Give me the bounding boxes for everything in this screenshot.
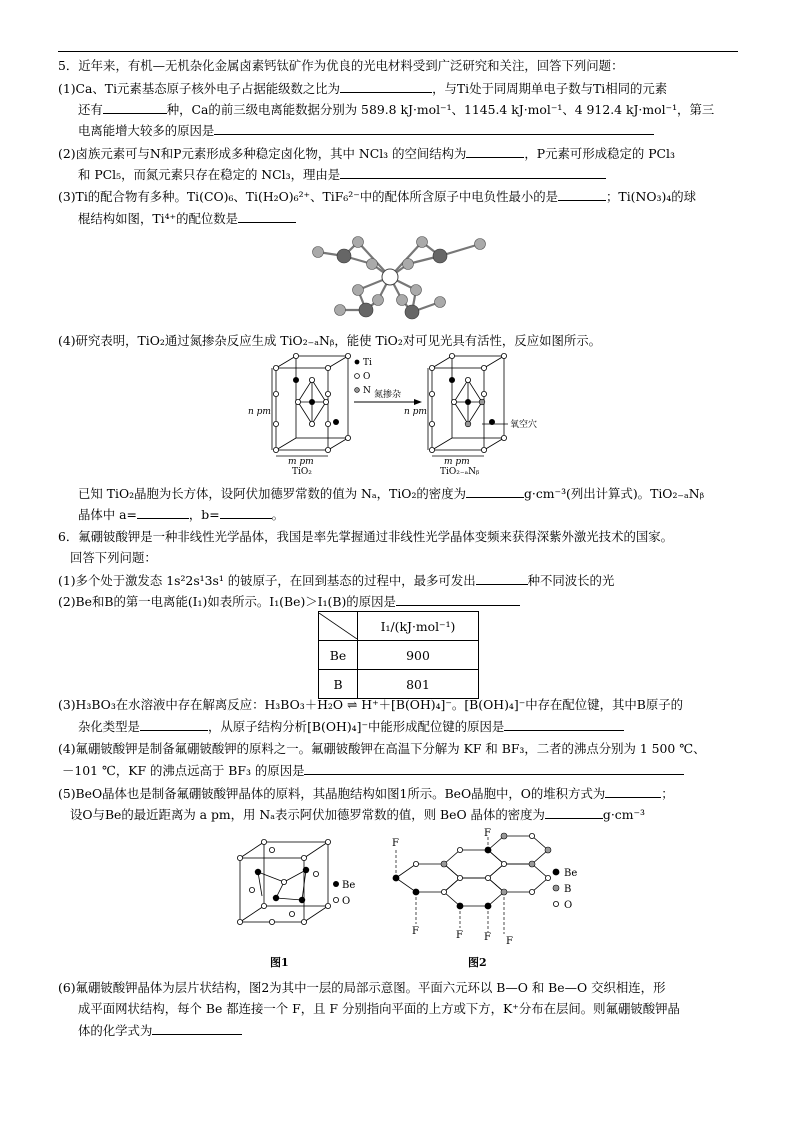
table-cell: B — [319, 670, 358, 699]
tio2-doping-figure — [246, 350, 546, 478]
table-cell: 900 — [358, 641, 479, 670]
diagonal-line — [319, 613, 357, 639]
answer-blank[interactable] — [466, 145, 524, 158]
right-m-label: m pm — [444, 457, 470, 467]
q5-p4b: 已知 TiO₂晶胞为长方体，设阿伏加德罗常数的值为 Nₐ，TiO₂的密度为 — [78, 486, 466, 501]
q5-p4c: g·cm⁻³(列出计算式)。TiO₂₋ₐNᵦ — [523, 486, 705, 501]
q6-p5b: ； — [661, 786, 674, 801]
q5-part4-line2 — [78, 485, 704, 502]
q5-p3c: 棍结构如图，Ti⁴⁺的配位数是 — [78, 211, 239, 226]
fig2-legend-b: B — [564, 884, 572, 895]
q6-intro-line2: 回答下列问题： — [70, 550, 157, 565]
beo-unit-cell-figure — [232, 836, 372, 972]
q5-p3a: (3)Ti的配合物有多种。Ti(CO)₆、Ti(H₂O)₆²⁺、TiF₆²⁻中的配体所含原子中电负性最小的是 — [58, 189, 559, 204]
q6-part6-line3 — [78, 1022, 242, 1039]
fig2-legend-o: O — [564, 900, 573, 911]
q6-part2 — [58, 593, 520, 610]
q5-p4d: 晶体中 a= — [78, 507, 137, 522]
vacancy-label: 氧空穴 — [510, 420, 538, 430]
q6-p2a: (2)Be和B的第一电离能(I₁)如表所示。I₁(Be)＞I₁(B)的原因是 — [58, 594, 396, 609]
legend-o: O — [363, 372, 371, 382]
answer-blank[interactable] — [304, 762, 684, 775]
q6-part4-line2 — [62, 762, 684, 779]
q5-p1b: ，与Ti处于同周期单电子数与Ti相同的元素 — [432, 81, 668, 96]
q6-p1b: 种不同波长的光 — [527, 573, 615, 588]
f-label: F — [412, 926, 419, 937]
answer-blank[interactable] — [140, 718, 208, 731]
table-row — [319, 641, 479, 670]
doping-arrow-label: 氮掺杂 — [374, 390, 402, 400]
legend-ti: Ti — [363, 358, 372, 368]
q6-part6-line2: 成平面网状结构，每个 Be 都连接一个 F，且 F 分别指向平面的上方或下方，K⁺分布在层间。则氟硼铍酸钾晶 — [78, 1001, 680, 1016]
q6-p5a: (5)BeO晶体也是制备氟硼铍酸钾晶体的原料，其晶胞结构如图1所示。BeO晶胞中，O的堆积方式为 — [58, 786, 606, 801]
q6-part1 — [58, 572, 614, 589]
q6-p4b: －101 ℃，KF 的沸点远高于 BF₃ 的原因是 — [62, 763, 305, 778]
answer-blank[interactable] — [214, 122, 654, 135]
q6-part5-line1 — [58, 785, 674, 802]
answer-blank[interactable] — [504, 718, 624, 731]
q5-p2a: (2)卤族元素可与N和P元素形成多种稳定卤化物，其中 NCl₃ 的空间结构为 — [58, 146, 467, 161]
q5-p2b: ，P元素可形成稳定的 PCl₃ — [524, 146, 675, 161]
q6-part4-line1: (4)氟硼铍酸钾是制备氟硼铍酸钾的原料之一。氟硼铍酸钾在高温下分解为 KF 和 BF₃，二者的沸点分别为 1 500 ℃、 — [58, 741, 706, 756]
answer-blank[interactable] — [558, 188, 606, 201]
answer-blank[interactable] — [340, 80, 432, 93]
q5-p3b: ；Ti(NO₃)₄的球 — [606, 189, 697, 204]
answer-blank[interactable] — [238, 210, 296, 223]
answer-blank[interactable] — [340, 166, 606, 179]
q6-p3c: ，从原子结构分析[B(OH)₄]⁻中能形成配位键的原因是 — [207, 719, 505, 734]
q6-p5c: 设O与Be的最近距离为 a pm，用 Nₐ表示阿伏加德罗常数的值，则 BeO 晶体的密度为 — [70, 807, 545, 822]
q5-intro: 5．近年来，有机—无机杂化金属卤素钙钛矿作为优良的光电材料受到广泛研究和关注，回答下列问题： — [58, 58, 624, 73]
q5-part1-line2 — [78, 101, 714, 118]
q6-p5d: g·cm⁻³ — [602, 807, 645, 822]
f-label: F — [506, 936, 513, 947]
fig2-caption: 图2 — [468, 956, 487, 969]
header-rule — [58, 51, 738, 52]
q6-intro-line1: 6．氟硼铍酸钾是一种非线性光学晶体，我国是率先掌握通过非线性光学晶体变频来获得深紫外激光技术的国家。 — [58, 529, 674, 544]
fig1-legend-be: Be — [342, 880, 356, 891]
f-label: F — [392, 838, 399, 849]
q5-part2-line2 — [78, 166, 606, 183]
table-cell: Be — [319, 641, 358, 670]
ionization-energy-table — [318, 611, 479, 699]
layer-structure-figure — [372, 828, 612, 972]
table-row — [319, 670, 479, 699]
q5-p1e: 电离能增大较多的原因是 — [78, 123, 215, 138]
ti-nitrate-ball-stick-figure — [300, 232, 500, 320]
q5-part1-line1 — [58, 80, 667, 97]
answer-blank[interactable] — [137, 506, 189, 519]
left-m-label: m pm — [288, 457, 314, 467]
answer-blank[interactable] — [103, 101, 167, 114]
q5-p4e: ，b= — [188, 507, 220, 522]
answer-blank[interactable] — [545, 806, 603, 819]
answer-blank[interactable] — [396, 593, 520, 606]
q5-p1d: 种，Ca的前三级电离能数据分别为 589.8 kJ·mol⁻¹、1145.4 kJ·mol⁻¹、4 912.4 kJ·mol⁻¹，第三 — [166, 102, 715, 117]
q5-p4f: 。 — [271, 507, 284, 522]
q5-p2c: 和 PCl₅，而氮元素只存在稳定的 NCl₃，理由是 — [78, 167, 341, 182]
answer-blank[interactable] — [466, 485, 524, 498]
answer-blank[interactable] — [220, 506, 272, 519]
q6-p1a: (1)多个处于激发态 1s²2s¹3s¹ 的铍原子，在回到基态的过程中，最多可发出 — [58, 573, 476, 588]
answer-blank[interactable] — [605, 785, 661, 798]
f-label: F — [484, 828, 491, 839]
table-header: I₁/(kJ·mol⁻¹) — [358, 612, 479, 641]
right-caption: TiO₂₋ₐNᵦ — [440, 467, 480, 477]
fig1-caption: 图1 — [270, 956, 289, 969]
table-cell: 801 — [358, 670, 479, 699]
q6-part3-line1: (3)H₃BO₃在水溶液中存在解离反应：H₃BO₃＋H₂O ⇌ H⁺＋[B(OH)₄]⁻。[B(OH)₄]⁻中存在配位键，其中B原子的 — [58, 697, 684, 712]
left-caption: TiO₂ — [292, 467, 312, 477]
right-n-label: n pm — [404, 407, 427, 417]
answer-blank[interactable] — [476, 572, 528, 585]
q5-part3-line1 — [58, 188, 696, 205]
q5-part4-line3 — [78, 506, 284, 523]
fig2-legend-be: Be — [564, 868, 578, 879]
f-label: F — [456, 930, 463, 941]
fig1-legend-o: O — [342, 896, 351, 907]
q5-p1c: 还有 — [78, 102, 103, 117]
q5-part1-line3 — [78, 122, 654, 139]
q5-part3-line2 — [78, 210, 296, 227]
left-n-label: n pm — [248, 407, 271, 417]
q5-p1a: (1)Ca、Ti元素基态原子核外电子占据能级数之比为 — [58, 81, 341, 96]
q5-part4-line1: (4)研究表明，TiO₂通过氮掺杂反应生成 TiO₂₋ₐNᵦ，能使 TiO₂对可见光具有活性，反应如图所示。 — [58, 333, 602, 348]
legend-n: N — [363, 386, 371, 396]
q6-part5-line2 — [70, 806, 645, 823]
q6-p6c: 体的化学式为 — [78, 1023, 153, 1038]
q6-part6-line1: (6)氟硼铍酸钾晶体为层片状结构，图2为其中一层的局部示意图。平面六元环以 B—O 和 Be—O 交织相连，形 — [58, 980, 666, 995]
q6-p3b: 杂化类型是 — [78, 719, 140, 734]
f-label: F — [484, 932, 491, 943]
q6-part3-line2 — [78, 718, 624, 735]
answer-blank[interactable] — [152, 1022, 242, 1035]
table-corner-cell — [319, 612, 358, 641]
q5-part2-line1 — [58, 145, 675, 162]
